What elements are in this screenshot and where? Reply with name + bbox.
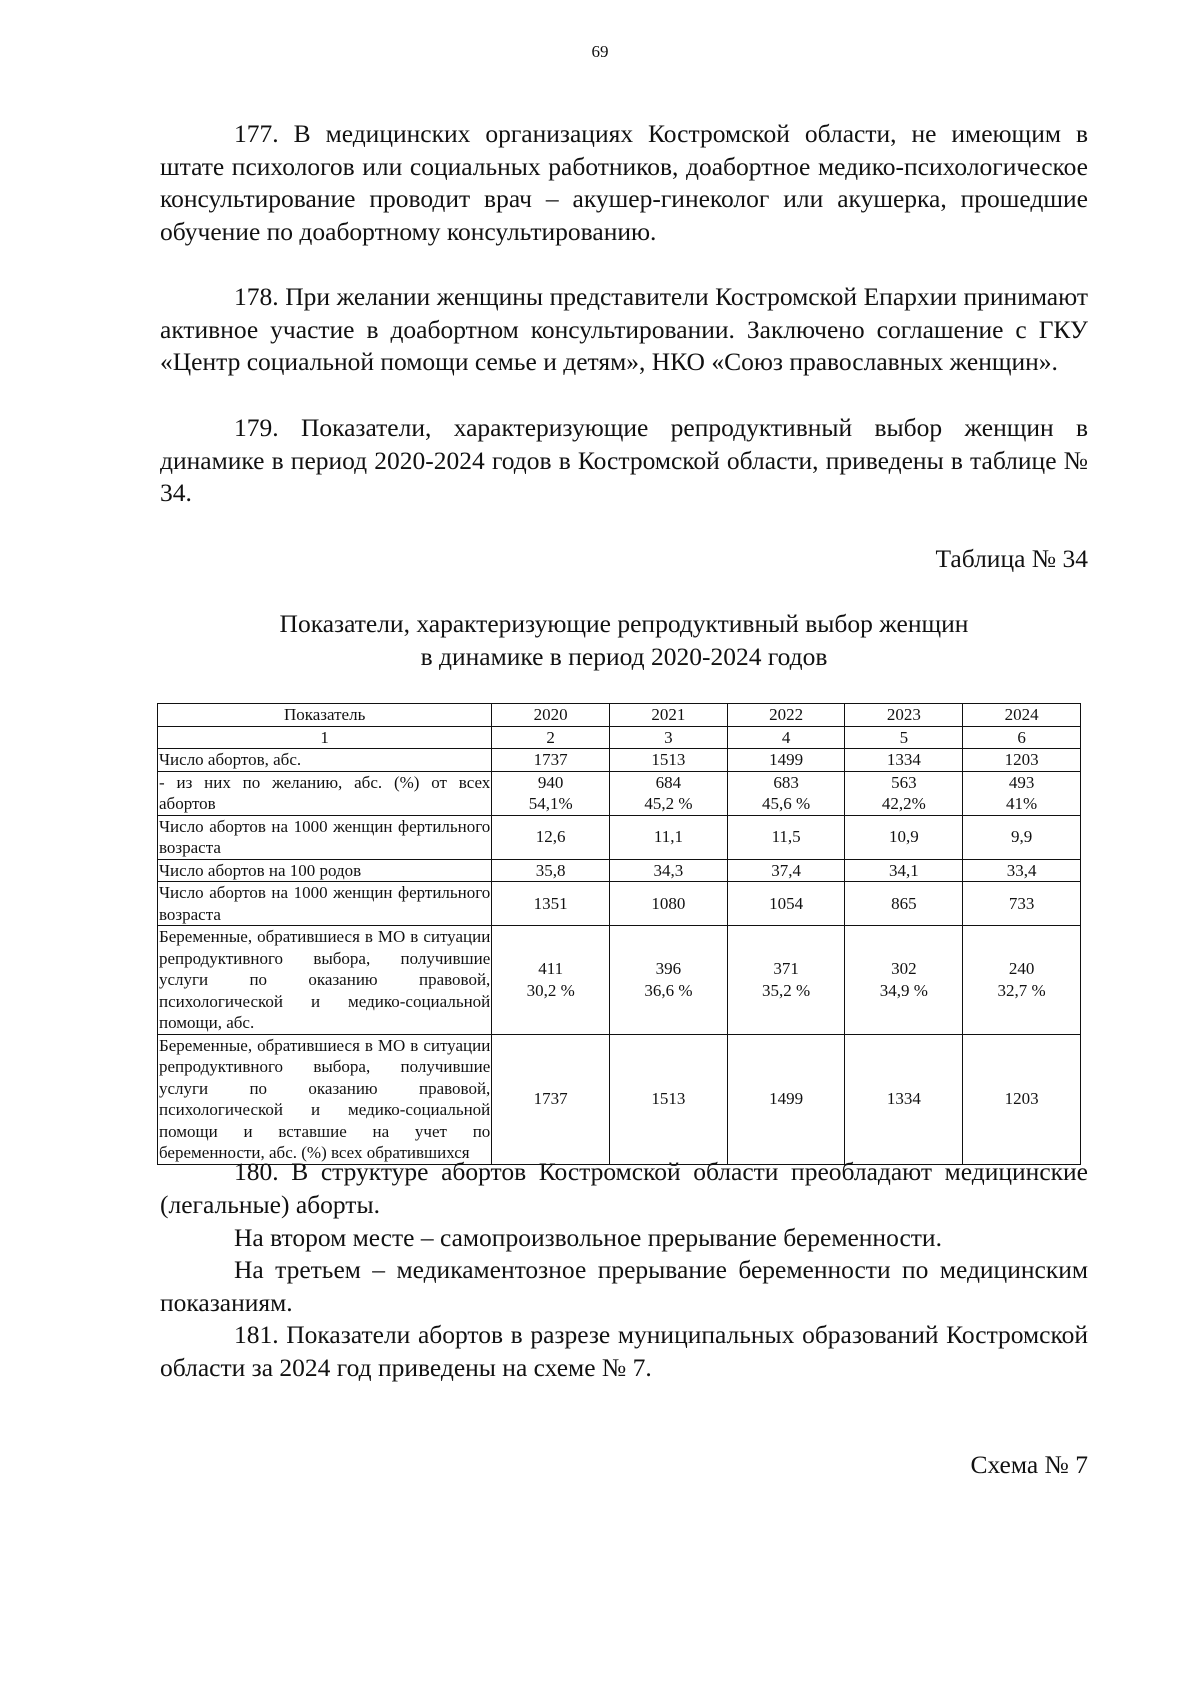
table-row <box>158 859 1081 882</box>
value-cell <box>963 771 1081 815</box>
value-cell <box>845 815 963 859</box>
paragraph-178: 178. При желании женщины представители Костромской Епархии принимают активное участие в доабортном консультировании. Заключено соглашение с ГКУ «Центр социальной помощи семье и детям», НКО «Союз православных женщин». <box>160 282 1088 377</box>
cell-percent: 45,2 % <box>644 794 693 813</box>
paragraph-second-place: На втором месте – самопроизвольное прерывание беременности. <box>234 1223 942 1252</box>
paragraph-179: 179. Показатели, характеризующие репродуктивный выбор женщин в динамике в период 2020-2024 годов в Костромской области, приведены в таблице № 34. <box>160 413 1088 508</box>
value-cell <box>492 815 610 859</box>
cell-value: 1351 <box>533 893 568 913</box>
value-cell <box>610 749 728 772</box>
cell-value: 1513 <box>651 750 686 769</box>
value-cell <box>492 771 610 815</box>
column-number-cell: 6 <box>963 726 1081 749</box>
value-cell <box>845 749 963 772</box>
cell-percent: 45,6 % <box>762 794 811 813</box>
table-title-line-2: в динамике в период 2020-2024 годов <box>420 642 828 671</box>
cell-value: 1499 <box>769 750 804 769</box>
value-cell <box>727 815 845 859</box>
table-header-cell: 2020 <box>492 704 610 727</box>
cell-percent: 54,1% <box>528 794 573 813</box>
table-header-cell: 2021 <box>610 704 728 727</box>
table-title <box>160 607 1088 673</box>
value-cell <box>845 1034 963 1164</box>
value-cell <box>727 1034 845 1164</box>
cell-value: 34,3 <box>653 860 684 880</box>
cell-value: 34,1 <box>888 860 919 880</box>
value-cell <box>492 749 610 772</box>
cell-value: 1334 <box>886 1089 921 1109</box>
table-header-cell: Показатель <box>158 704 492 727</box>
cell-percent: 30,2 % <box>526 980 575 1000</box>
value-cell <box>727 771 845 815</box>
cell-value: 371 <box>773 959 799 979</box>
cell-value: 1080 <box>651 893 686 913</box>
row-label-cell: - из них по желанию, абс. (%) от всех абортов <box>159 772 491 813</box>
cell-value: 733 <box>1008 893 1035 913</box>
table-row <box>158 882 1081 926</box>
row-label-cell: Число абортов на 1000 женщин фертильного возраста <box>159 816 491 857</box>
table-row <box>158 771 1081 815</box>
value-cell <box>845 859 963 882</box>
cell-value: 33,4 <box>1006 860 1037 880</box>
cell-value: 12,6 <box>535 827 566 847</box>
cell-value: 1334 <box>886 750 921 769</box>
table-label: Таблица № 34 <box>935 544 1088 573</box>
page-number: 69 <box>591 42 609 61</box>
cell-value: 11,1 <box>653 827 683 847</box>
cell-value: 563 <box>891 772 917 792</box>
cell-value: 10,9 <box>888 827 919 847</box>
table-row <box>158 926 1081 1035</box>
value-cell <box>845 926 963 1035</box>
paragraph-third-place: На третьем – медикаментозное прерывание беременности по медицинским показаниям. <box>160 1255 1088 1317</box>
cell-value: 1203 <box>1004 750 1039 769</box>
cell-value: 1499 <box>769 1089 804 1109</box>
table-body <box>158 749 1081 1165</box>
value-cell <box>727 882 845 926</box>
row-label-cell: Беременные, обратившиеся в МО в ситуации репродуктивного выбора, получившие услуги по оказанию правовой, психологической и медико-социальной помощи и вставшие на учет по беременности, абс. (%) всех обратившихся <box>159 1035 491 1162</box>
cell-value: 1203 <box>1004 1089 1039 1109</box>
value-cell <box>492 882 610 926</box>
table-row <box>158 815 1081 859</box>
value-cell <box>727 749 845 772</box>
value-cell <box>963 926 1081 1035</box>
cell-value: 865 <box>891 893 917 913</box>
cell-percent: 35,2 % <box>762 980 811 1000</box>
table-header-cell: 2024 <box>963 704 1081 727</box>
cell-percent: 41% <box>1006 794 1038 813</box>
cell-value: 683 <box>773 772 799 792</box>
value-cell <box>610 926 728 1035</box>
cell-value: 11,5 <box>771 827 801 847</box>
table-header-cell: 2023 <box>845 704 963 727</box>
cell-value: 396 <box>655 959 682 979</box>
cell-value: 35,8 <box>535 860 566 880</box>
value-cell <box>963 1034 1081 1164</box>
indicators-table <box>157 703 1081 1165</box>
value-cell <box>845 771 963 815</box>
row-label-cell: Число абортов, абс. <box>158 749 492 772</box>
cell-percent: 42,2% <box>881 794 926 813</box>
cell-value: 940 <box>537 772 564 792</box>
value-cell <box>492 859 610 882</box>
cell-value: 1737 <box>533 1089 568 1109</box>
value-cell <box>492 926 610 1035</box>
cell-value: 302 <box>891 959 917 979</box>
table-row <box>158 749 1081 772</box>
cell-value: 1737 <box>533 750 568 769</box>
paragraph-181: 181. Показатели абортов в разрезе муниципальных образований Костромской области за 2024 год приведены на схеме № 7. <box>160 1320 1088 1382</box>
value-cell <box>610 1034 728 1164</box>
column-number-cell: 2 <box>492 726 610 749</box>
value-cell <box>610 771 728 815</box>
column-number-cell: 5 <box>845 726 963 749</box>
table-header-row <box>158 704 1081 727</box>
cell-value: 37,4 <box>771 860 801 880</box>
table-row <box>158 1034 1081 1164</box>
cell-value: 411 <box>538 959 564 979</box>
value-cell <box>963 882 1081 926</box>
table-title-line-1: Показатели, характеризующие репродуктивный выбор женщин <box>279 609 969 638</box>
paragraph-180: 180. В структуре абортов Костромской области преобладают медицинские (легальные) аборты. <box>160 1157 1088 1219</box>
cell-percent: 32,7 % <box>997 980 1046 1000</box>
row-label-cell: Число абортов на 100 родов <box>158 859 492 882</box>
value-cell <box>963 815 1081 859</box>
row-label-cell: Число абортов на 1000 женщин фертильного возраста <box>159 883 491 924</box>
column-number-cell: 4 <box>727 726 845 749</box>
table-column-number-row <box>158 726 1081 749</box>
cell-value: 684 <box>655 772 682 792</box>
value-cell <box>610 815 728 859</box>
cell-value: 1054 <box>769 893 804 913</box>
value-cell <box>727 859 845 882</box>
column-number-cell: 3 <box>610 726 728 749</box>
cell-value: 1513 <box>651 1089 686 1109</box>
cell-value: 240 <box>1008 959 1035 979</box>
value-cell <box>963 749 1081 772</box>
value-cell <box>727 926 845 1035</box>
value-cell <box>963 859 1081 882</box>
cell-percent: 36,6 % <box>644 980 693 1000</box>
cell-value: 493 <box>1008 772 1035 792</box>
value-cell <box>845 882 963 926</box>
value-cell <box>610 882 728 926</box>
value-cell <box>492 1034 610 1164</box>
column-number-cell: 1 <box>158 726 492 749</box>
scheme-label: Схема № 7 <box>970 1450 1088 1479</box>
cell-percent: 34,9 % <box>879 980 928 1000</box>
row-label-cell: Беременные, обратившиеся в МО в ситуации репродуктивного выбора, получившие услуги по оказанию правовой, психологической и медико-социальной помощи, абс. <box>159 927 491 1032</box>
cell-value: 9,9 <box>1010 827 1033 847</box>
paragraph-177: 177. В медицинских организациях Костромской области, не имеющим в штате психологов или социальных работников, доабортное медико-психологическое консультирование проводит врач – акушер-гинеколог или акушерка, прошедшие обучение по доабортному консультированию. <box>160 119 1088 246</box>
table-header-cell: 2022 <box>727 704 845 727</box>
value-cell <box>610 859 728 882</box>
